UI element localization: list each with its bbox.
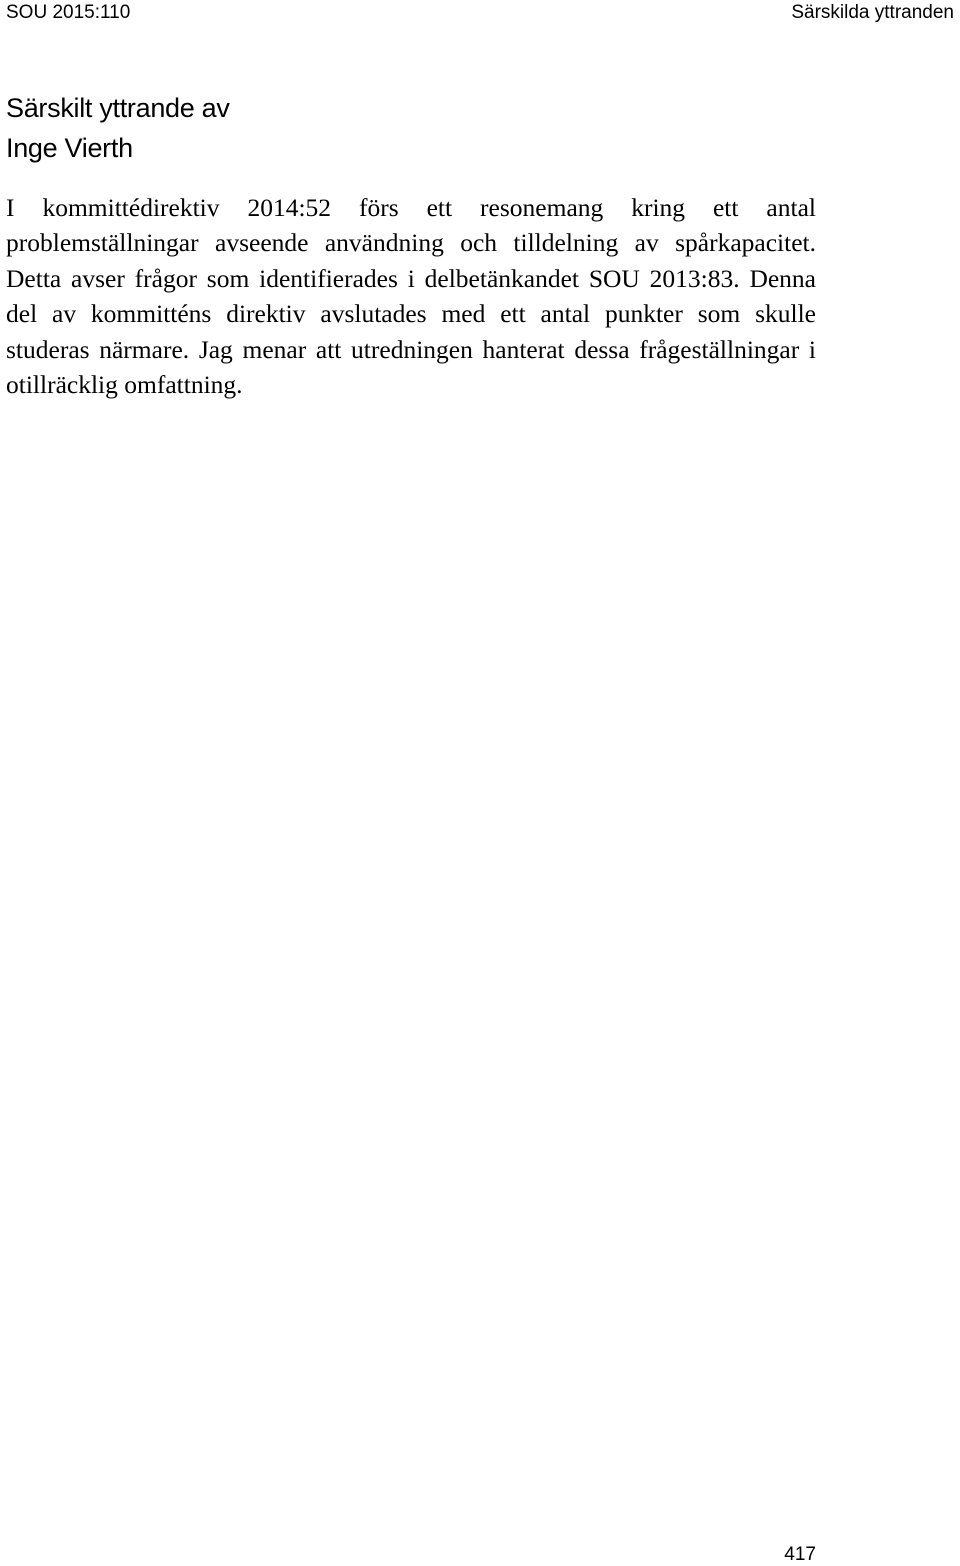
running-header [0, 0, 960, 30]
chapter-title: Särskilda yttranden [791, 2, 954, 23]
body-paragraph: I kommittédirektiv 2014:52 förs ett resonemang kring ett antal problemställningar avseende användning och tilldelning av spårkapacitet. Detta avser frågor som identifierades i delbetänkandet SOU 2013:83. Denna del av kommitténs direktiv avslutades med ett antal punkter som skulle studeras närmare. Jag menar att utredningen hanterat dessa frågeställningar i otillräcklig omfattning. [6, 193, 816, 400]
page-number: 417 [784, 1544, 816, 1565]
section-heading-line-1: Särskilt yttrande av [6, 93, 230, 123]
section-heading-line-2: Inge Vierth [6, 133, 133, 163]
report-reference: SOU 2015:110 [6, 2, 131, 23]
section-heading [6, 88, 230, 168]
